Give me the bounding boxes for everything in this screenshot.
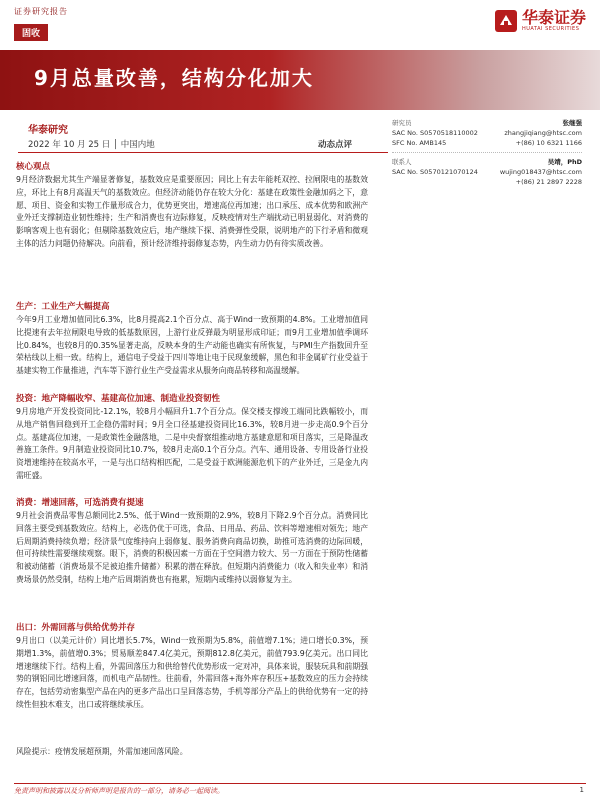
huatai-logo-icon <box>495 10 517 32</box>
analyst-card <box>392 118 582 148</box>
section-title: 生产：工业生产大幅提高 <box>16 302 110 312</box>
analyst-email[interactable]: zhangjiqiang@htsc.com <box>504 129 582 137</box>
analyst-card <box>392 157 582 187</box>
analyst-divider <box>392 152 582 153</box>
section-text: 9月出口（以美元计价）同比增长5.7%，Wind一致预期为5.8%，前值增7.1%；进口增长0.3%，预期增1.3%，前值增0.3%；贸易顺差847.4亿美元，预期812.8亿美元，前值793.9亿美元。出口同比增速继续下行。结构上看，外需回落压力和供给替代优势形成一定对冲，具体来说，服装玩具和前期强势的钢铝同比增速回落，而机电产品韧性。往前看，外需回落+海外库存积压+基数效应的压力会持续存在，包括劳动密集型产品在内的更多产品出口呈回落态势，手机等部分产品上的供给优势有一定的持续性但独木难支，出口或将继续承压。 <box>16 636 368 709</box>
analyst-sac: SAC No. S0570518110002 <box>392 129 478 137</box>
analyst-name: 张继强 <box>562 119 582 127</box>
logo-text-cn: 华泰证券 <box>521 8 586 27</box>
section-text: 9月社会消费品零售总额同比2.5%、低于Wind一致预期的2.9%，较8月下降2.9个百分点。消费同比回落主要受到基数效应。结构上，必选仍优于可选，食品、日用品、药品、饮料等增速相对领先；地产后周期消费持续负增；经济景气度维持向上弱修复、服务消费向商品切换，助推可选消费的边际回暖，但可持续性需要继续观察。眼下，消费的积极因素一方面在于空间潜力较大、另一方面在于预防性储蓄和被动储蓄（消费场景不足被迫推升储蓄）积累的潜在释放。但短期内消费能力（收入和失业率）和消费场景仍然受制，结构上地产后周期消费也有拖累，短期内或维持以弱修复为主。 <box>16 511 368 584</box>
analyst-role: 联系人 <box>392 158 412 166</box>
divider <box>18 152 388 153</box>
analyst-sac: SAC No. S0570121070124 <box>392 168 478 176</box>
page-number: 1 <box>579 786 584 794</box>
analyst-role: 研究员 <box>392 119 412 127</box>
section-title: 投资：地产降幅收窄、基建高位加速、制造业投资韧性 <box>16 394 221 404</box>
category-tag: 固收 <box>14 24 48 41</box>
team-name: 华泰研究 <box>28 125 68 136</box>
footer-disclaimer: 免责声明和披露以及分析师声明是报告的一部分，请务必一起阅读。 <box>14 787 224 795</box>
analyst-name: 吴靖，PhD <box>547 158 582 166</box>
section-consumption <box>16 496 368 587</box>
company-logo <box>495 10 586 32</box>
section-production <box>16 300 368 378</box>
analyst-phone: +(86) 10 6321 1166 <box>515 139 582 147</box>
section-core-view <box>16 160 368 251</box>
section-risk <box>16 744 368 759</box>
footer-divider <box>14 783 586 784</box>
section-export <box>16 621 368 712</box>
analyst-phone: +(86) 21 2897 2228 <box>515 178 582 186</box>
report-type-label: 证券研究报告 <box>14 7 68 16</box>
report-title: 9月总量改善，结构分化加大 <box>34 66 314 90</box>
report-kind: 动态点评 <box>318 140 353 150</box>
logo-text-en: HUATAI SECURITIES <box>521 26 580 32</box>
section-investment <box>16 392 368 483</box>
section-title: 消费：增速回落，可选消费有提速 <box>16 498 144 508</box>
analyst-email[interactable]: wujing018437@htsc.com <box>499 168 582 176</box>
section-title: 出口：外需回落与供给优势并存 <box>16 623 136 633</box>
analyst-panel <box>392 118 582 187</box>
section-text: 9月房地产开发投资同比-12.1%，较8月小幅回升1.7个百分点。保交楼支撑竣工端同比跌幅较小，而从地产销售回稳到开工企稳仍需时间；9月全口径基建投资同比16.3%，较8月进一步走高0.9个百分点。基建高位加速，一是政策性金融落地，二是中央督察组推动地方基建意愿和项目落实，三是降温改善施工条件。9月制造业投资同比10.7%，较8月走高0.1个百分点。汽车、通用设备、专用设备行业投资增速维持在较高水平，一是与出口结构相匹配，二是受益于欧洲能源危机下的产业外迁，三是金九内需旺盛。 <box>16 407 368 480</box>
section-text: 9月经济数据尤其生产端显著修复，基数效应是重要原因；同比上有去年能耗双控、拉闸限电的基数效应，环比上有8月高温天气的基数效应。但经济动能仍存在较大分化：基建在政策性金融加码之下，意愿、项目、资金和实物工作量形成合力，优势更突出，增速高位再加速；出口承压、成本优势和欧洲产业外迁支撑制造业韧性维持；生产和消费也有边际修复，反映疫情对生产端扰动已明显弱化、对消费的影响客观上也有弱化；但剔除基数效应后，地产继续下探、消费弹性受限，说明地产的下行矛盾和微观主体的活力问题仍待解决。向前看，预计经济维持弱修复态势，内生动力仍有待实质改善。 <box>16 175 368 248</box>
title-banner <box>0 50 600 110</box>
risk-warning-text: 风险提示：疫情发展超预期，外需加速回落风险。 <box>16 747 188 756</box>
report-date: 2022 年 10 月 25 日 │ 中国内地 <box>28 140 155 150</box>
section-title: 核心观点 <box>16 162 51 172</box>
analyst-sfc: SFC No. AMB145 <box>392 139 447 147</box>
section-text: 今年9月工业增加值同比6.3%，比8月提高2.1个百分点、高于Wind一致预期的4.8%。工业增加值同比提速有去年拉闸限电导致的低基数原因，上游行业反弹最为明显形成印证；而9月工业增加值季调环比0.84%，也较8月的0.35%显著走高，反映本身的生产动能也确实有所恢复，与PMI生产指数回升至荣枯线以上相一致。结构上，通信电子受益于四川等地让电于民现象缓解，黑色和非金属矿行业受益于基建实物工作量推进，汽车等下游行业生产受益需求从服务向商品转移和高温缓解。 <box>16 315 368 376</box>
